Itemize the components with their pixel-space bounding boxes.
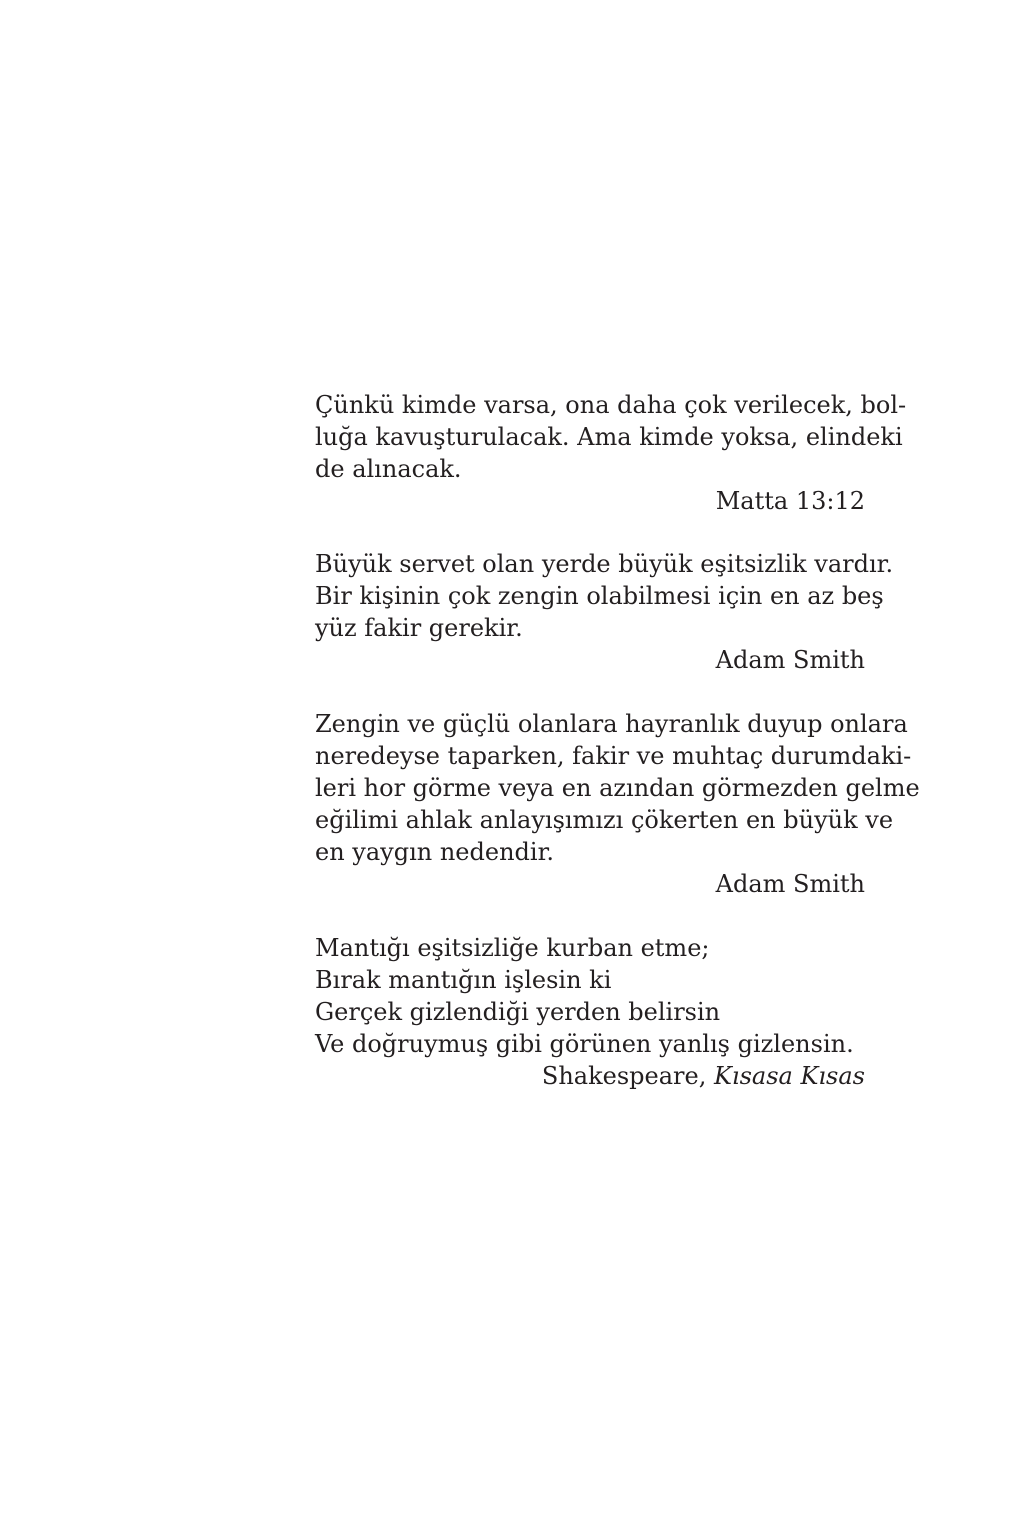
quote-line: Büyük servet olan yerde büyük eşitsizlik vardır. — [315, 550, 894, 578]
epigraph-quote-1 — [315, 389, 907, 517]
poem-attribution-work: Kısasa Kısas — [713, 1062, 865, 1090]
poem-attribution-author: Shakespeare, — [541, 1062, 707, 1090]
quote-line: eğilimi ahlak anlayışımızı çökerten en büyük ve — [315, 806, 894, 834]
quote-line: en yaygın nedendir. — [315, 838, 555, 866]
quote-line: Bir kişinin çok zengin olabilmesi için en az beş — [315, 582, 884, 610]
poem-line: Bırak mantığın işlesin ki — [315, 966, 612, 994]
quote-attribution: Adam Smith — [715, 646, 865, 674]
quote-attribution: Adam Smith — [715, 870, 865, 898]
epigraph-quote-3 — [315, 708, 920, 900]
quote-line: de alınacak. — [315, 455, 462, 483]
poem-attribution — [315, 1060, 865, 1092]
poem-line: Gerçek gizlendiği yerden belirsin — [315, 998, 721, 1026]
quote-line: Çünkü kimde varsa, ona daha çok verilecek, bol- — [315, 391, 907, 419]
quote-line: yüz fakir gerekir. — [315, 614, 523, 642]
epigraph-poem — [315, 932, 865, 1092]
quote-line: luğa kavuşturulacak. Ama kimde yoksa, elindeki — [315, 423, 903, 451]
poem-line: Ve doğruymuş gibi görünen yanlış gizlensin. — [315, 1030, 854, 1058]
quote-line: leri hor görme veya en azından görmezden gelme — [315, 774, 920, 802]
epigraph-quote-2 — [315, 548, 894, 676]
quote-line: Zengin ve güçlü olanlara hayranlık duyup onlara — [315, 710, 908, 738]
quote-attribution: Matta 13:12 — [715, 487, 865, 515]
quote-line: neredeyse taparken, fakir ve muhtaç durumdaki- — [315, 742, 912, 770]
poem-line: Mantığı eşitsizliğe kurban etme; — [315, 934, 710, 962]
